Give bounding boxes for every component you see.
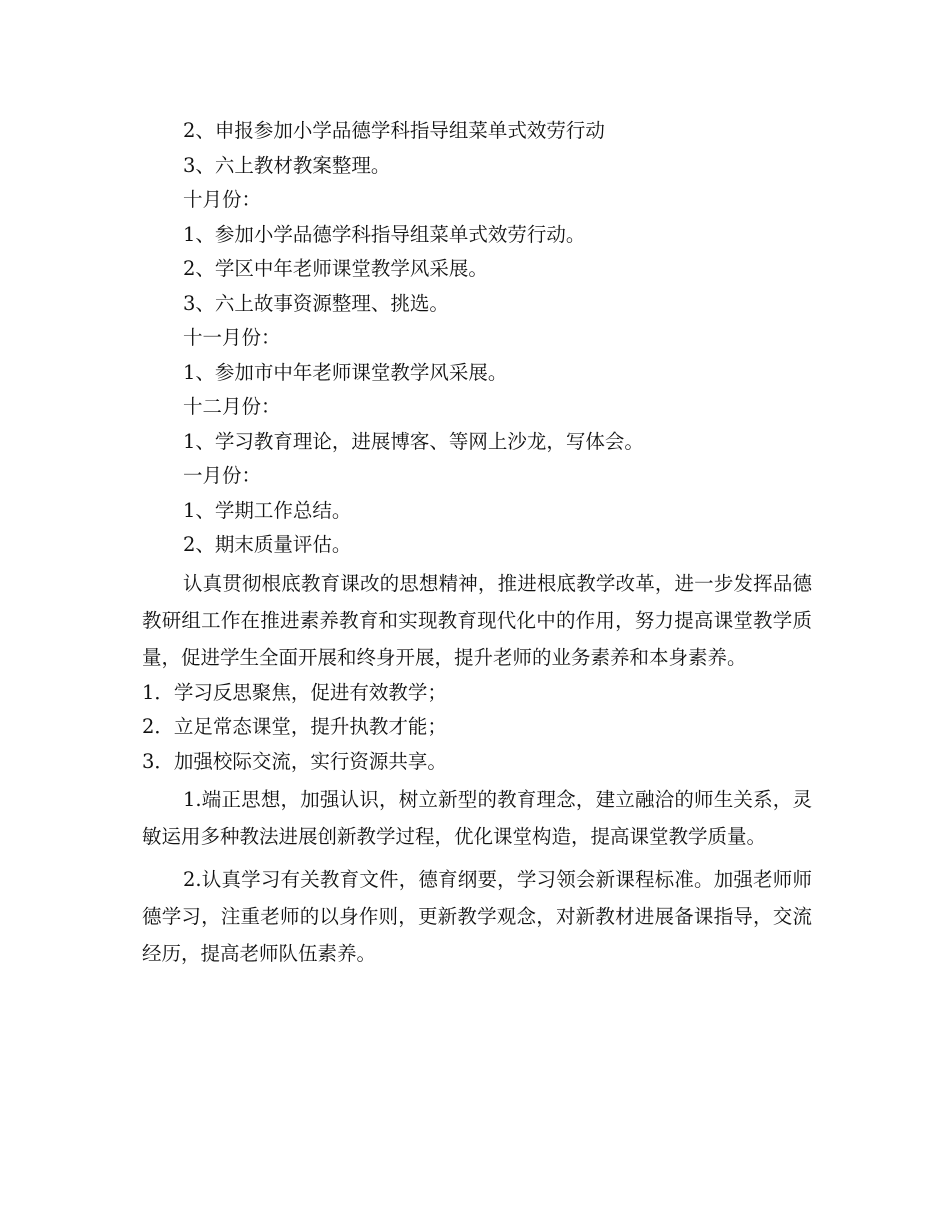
document-body (142, 114, 812, 972)
goal-item: 1．学习反思聚焦，促进有效教学； (142, 680, 447, 704)
schedule-line: 1、参加市中年老师课堂教学风采展。 (183, 360, 508, 384)
month-heading: 一月份： (183, 464, 262, 487)
schedule-line: 2、期末质量评估。 (183, 533, 352, 556)
schedule-line: 3、六上故事资源整理、挑选。 (183, 291, 449, 315)
schedule-line: 1、参加小学品德学科指导组菜单式效劳行动。 (183, 222, 586, 246)
intro-paragraph: 认真贯彻根底教育课改的思想精神，推进根底教学改革，进一步发挥品德教研组工作在推进素养教育和实现教育现代化中的作用，努力提高课堂教学质量，促进学生全面开展和终身开展，提升老师的业务素养和本身素养。 (142, 571, 812, 669)
goal-item: 3．加强校际交流，实行资源共享。 (142, 749, 447, 773)
schedule-line: 2、学区中年老师课堂教学风采展。 (183, 257, 488, 280)
schedule-line: 3、六上教材教案整理。 (183, 153, 391, 177)
month-heading: 十月份： (183, 188, 262, 211)
schedule-line: 2、申报参加小学品德学科指导组菜单式效劳行动 (183, 119, 605, 142)
schedule-line: 1、学期工作总结。 (183, 498, 352, 522)
measure-paragraph: 1.端正思想，加强认识，树立新型的教育理念，建立融洽的师生关系，灵敏运用多种教法进展创新教学过程，优化课堂构造，提高课堂教学质量。 (142, 788, 812, 848)
month-heading: 十二月份： (183, 395, 281, 418)
month-heading: 十一月份： (183, 326, 281, 349)
goal-item: 2．立足常态课堂，提升执教才能； (142, 715, 447, 738)
measure-paragraph: 2.认真学习有关教育文件，德育纲要，学习领会新课程标准。加强老师师德学习，注重老师的以身作则，更新教学观念，对新教材进展备课指导，交流经历，提高老师队伍素养。 (142, 868, 812, 965)
schedule-line: 1、学习教育理论，进展博客、等网上沙龙，写体会。 (183, 429, 644, 453)
